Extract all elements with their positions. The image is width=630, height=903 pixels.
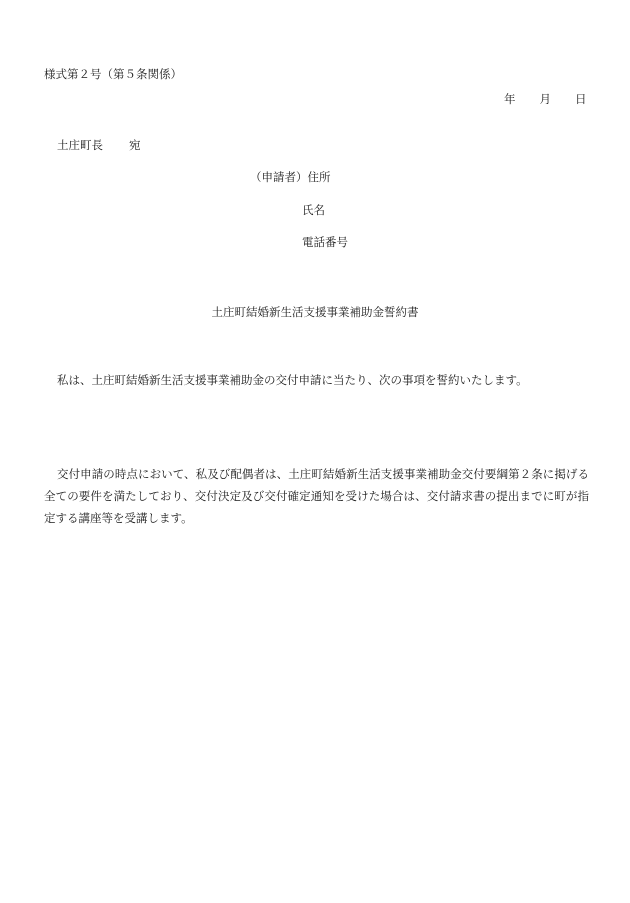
addressee-name: 土庄町長 [57,138,103,152]
date-line [504,94,587,106]
applicant-address-line [250,172,331,184]
day-label: 日 [575,92,587,106]
document-title: 土庄町結婚新生活支援事業補助金誓約書 [211,305,419,319]
phone-label: 電話番号 [302,235,348,249]
pledge-body: 交付申請の時点において、私及び配偶者は、土庄町結婚新生活支援事業補助金交付要綱第２条に掲げる全ての要件を満たしており、交付決定及び交付確定通知を受けた場合は、交付請求書の提出までに町が指定する講座等を受講します。 [44,467,589,525]
addressee [57,140,141,152]
form-number: 様式第２号（第５条関係） [44,67,182,81]
addressee-honorific: 宛 [129,138,141,152]
pledge-intro: 私は、土庄町結婚新生活支援事業補助金の交付申請に当たり、次の事項を誓約いたします。 [57,373,528,387]
address-label: 住所 [307,170,331,184]
year-label: 年 [504,92,516,106]
month-label: 月 [539,92,551,106]
applicant-role-label: （申請者） [250,170,308,184]
name-label: 氏名 [302,203,325,217]
